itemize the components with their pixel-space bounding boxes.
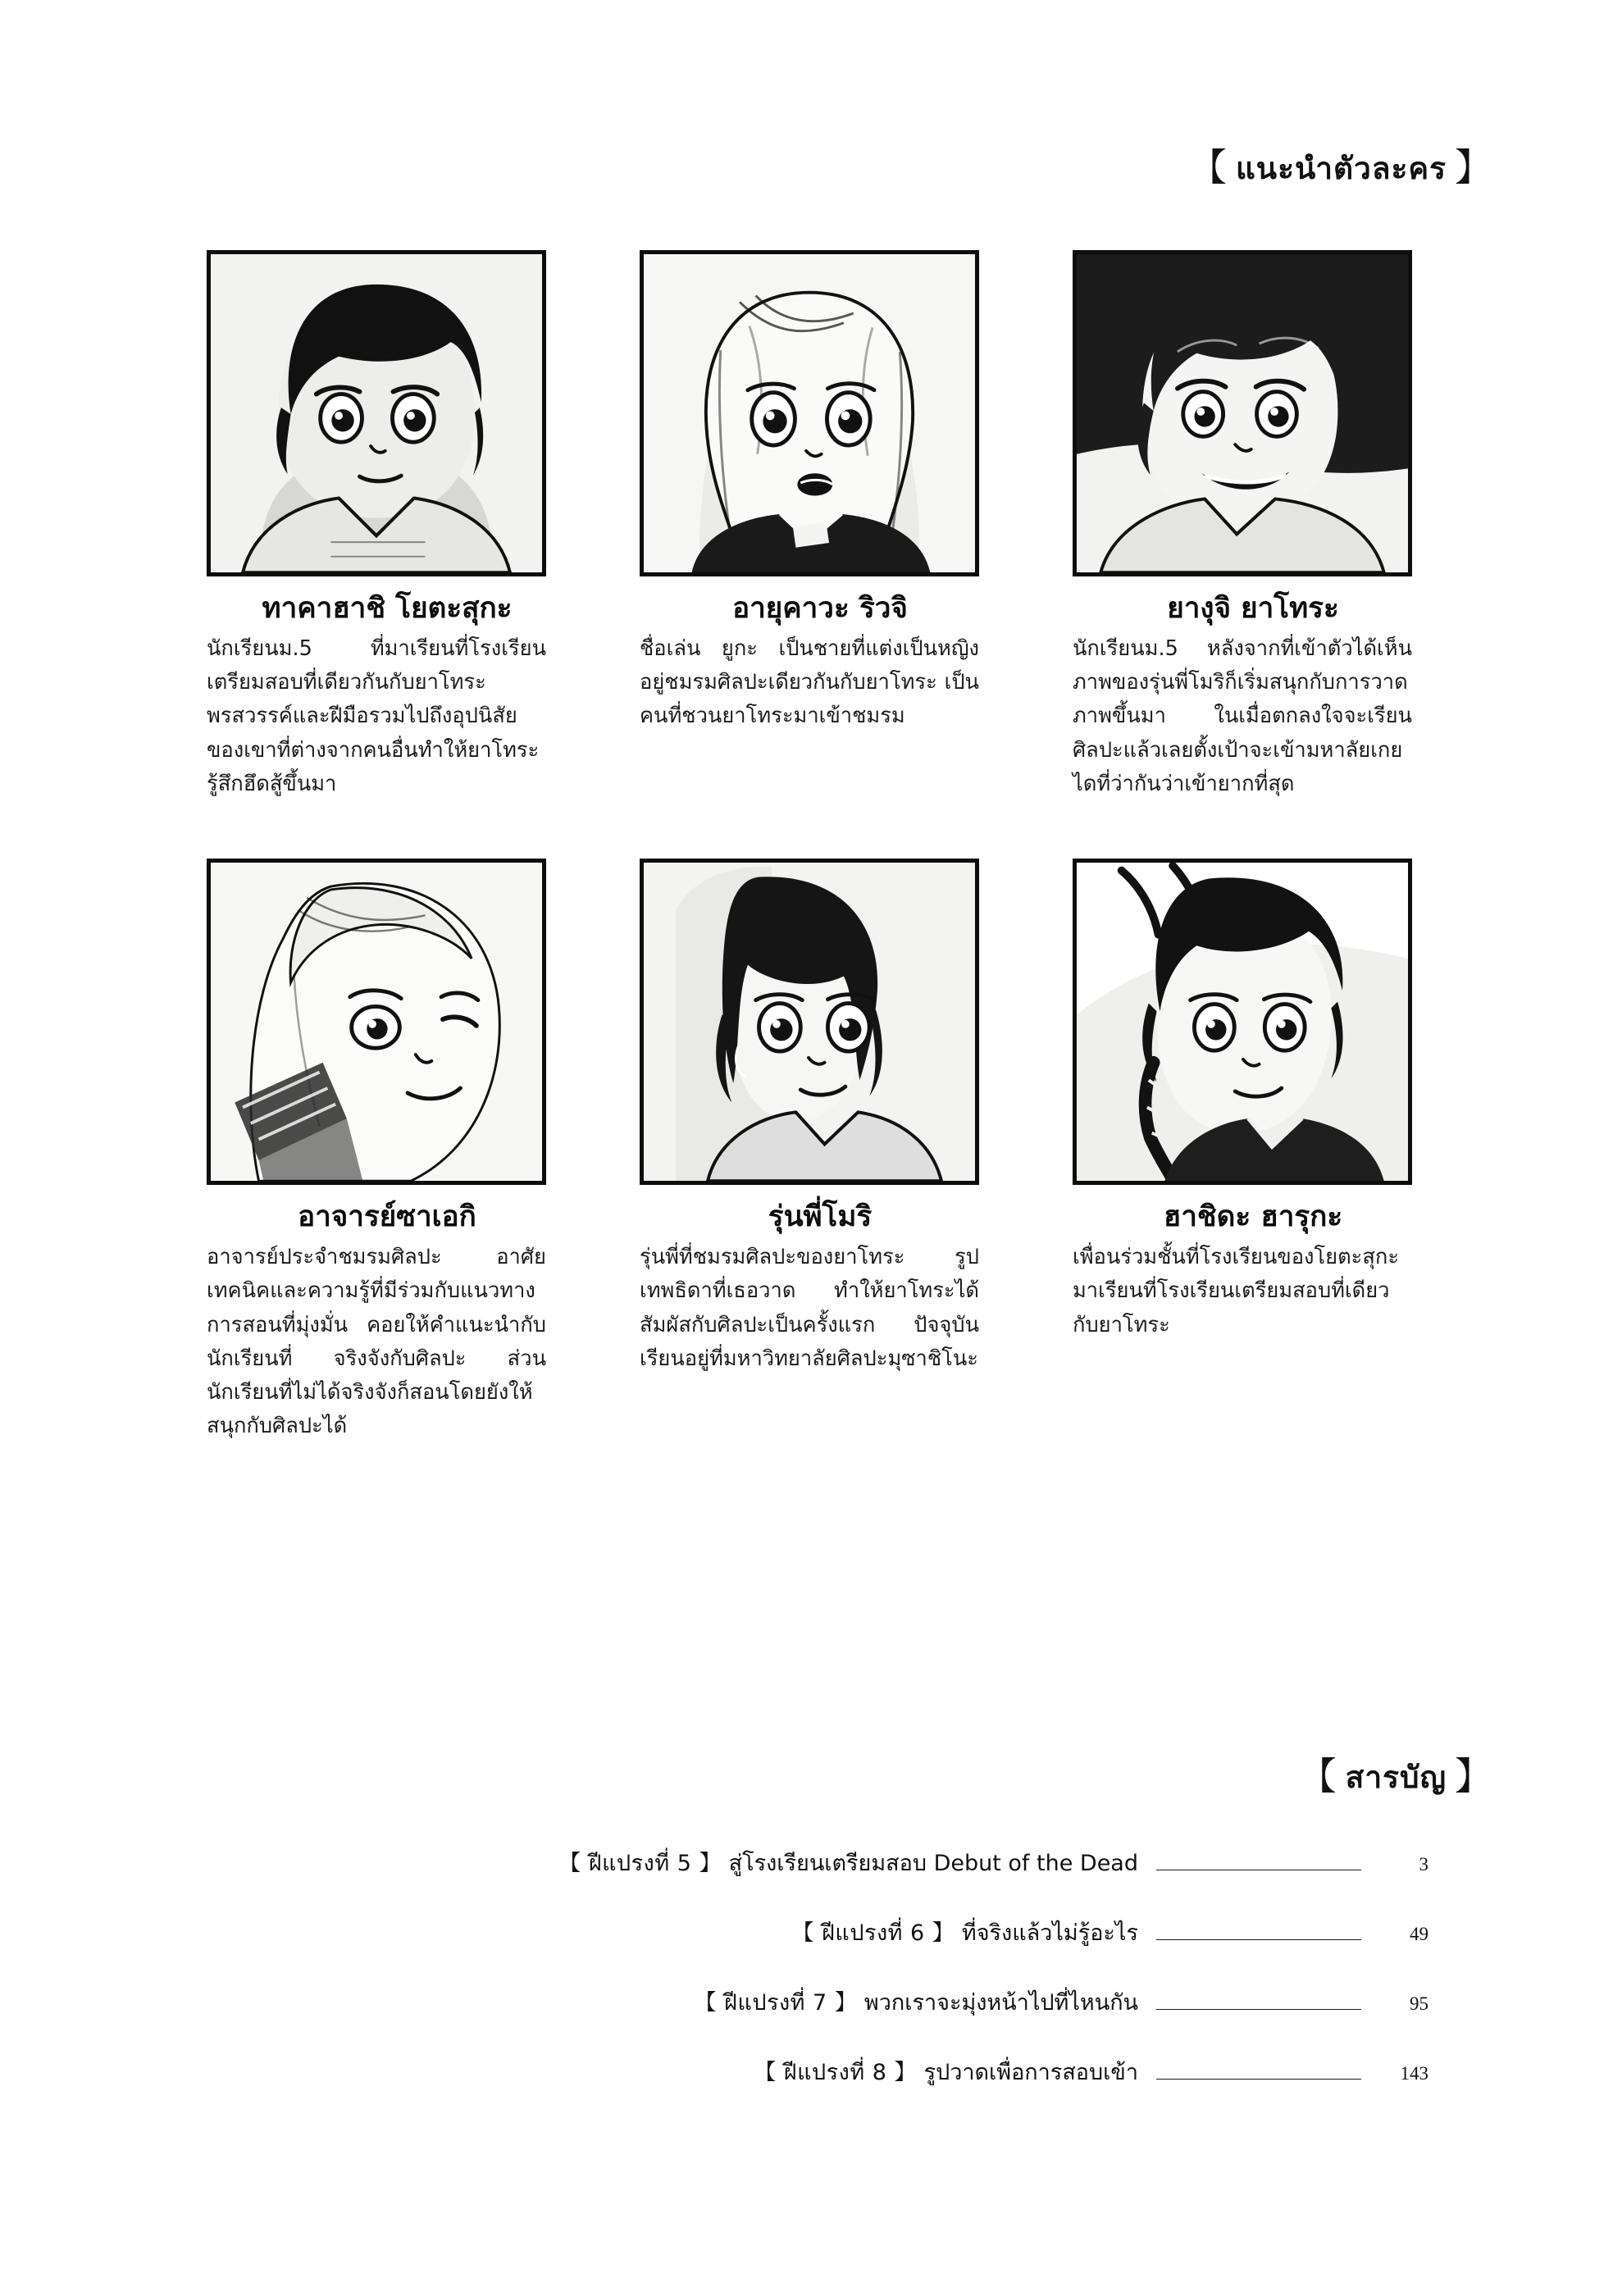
character-description: นักเรียนม.5 ที่มาเรียนที่โรงเรียนเตรียมสอบที่เดียวกันกับยาโทระ พรสวรรค์และฝีมือรวมไปถึงอุปนิสัยของเขาที่ต่างจากคนอื่นทำให้ยาโทระรู้สึกฮึดสู้ขึ้นมา — [207, 636, 546, 796]
character-name: ยางุจิ ยาโทระ — [1167, 592, 1339, 625]
character-card — [1073, 859, 1433, 1444]
female-teacher-portrait — [207, 859, 546, 1185]
toc-entry[interactable] — [207, 1845, 1428, 1880]
toc-entry-title — [558, 1845, 1138, 1880]
toc-leader-line — [1156, 2079, 1361, 2080]
character-description: เพื่อนร่วมชั้นที่โรงเรียนของโยตะสุกะ มาเรียนที่โรงเรียนเตรียมสอบที่เดียวกับยาโทระ — [1073, 1244, 1400, 1337]
toc-entry[interactable] — [207, 1915, 1428, 1950]
toc-chapter-label: 【 ฝีแปรงที่ 8 】 — [754, 2060, 917, 2085]
toc-entry-title — [754, 2054, 1138, 2089]
character-card — [207, 250, 567, 801]
toc-page-number: 95 — [1410, 1993, 1428, 2014]
toc-entry[interactable] — [207, 2054, 1428, 2089]
braided-hair-boy-portrait — [1073, 859, 1412, 1185]
toc-chapter-label: 【 ฝีแปรงที่ 5 】 — [558, 1851, 722, 1876]
toc-entry-title — [792, 1915, 1138, 1950]
smiling-blond-boy-portrait — [1073, 250, 1412, 576]
bracket-left-icon: 【 — [1188, 145, 1228, 189]
boy-black-hair-portrait — [207, 250, 546, 576]
toc-chapter-label: 【 ฝีแปรงที่ 6 】 — [791, 1920, 955, 1946]
toc-page-number: 3 — [1419, 1854, 1428, 1875]
character-name: ทาคาฮาชิ โยตะสุกะ — [262, 592, 513, 625]
character-card — [640, 250, 1000, 801]
characters-section-heading — [1181, 138, 1501, 193]
toc-title-label: รูปวาดเพื่อการสอบเข้า — [923, 2060, 1138, 2085]
toc-title-label: พวกเราจะมุ่งหน้าไปที่ไหนกัน — [863, 1990, 1138, 2016]
bob-hair-senior-portrait — [640, 859, 979, 1185]
bracket-left-icon: 【 — [1298, 1754, 1337, 1798]
toc-leader-line — [1156, 1939, 1361, 1940]
bracket-right-icon: 】 — [1455, 1754, 1493, 1798]
contents-section-heading — [1291, 1747, 1501, 1802]
table-of-contents — [207, 1845, 1428, 2124]
toc-title-label: สู่โรงเรียนเตรียมสอบ Debut of the Dead — [728, 1851, 1138, 1876]
character-name: รุ่นพี่โมริ — [768, 1200, 873, 1234]
character-name: อายุคาวะ ริวจิ — [732, 592, 908, 625]
toc-page-number: 49 — [1410, 1924, 1428, 1944]
bracket-right-icon: 】 — [1455, 145, 1493, 189]
toc-page-number: 143 — [1400, 2063, 1428, 2084]
toc-chapter-label: 【 ฝีแปรงที่ 7 】 — [694, 1990, 858, 2016]
character-name: อาจารย์ซาเอกิ — [298, 1200, 476, 1234]
character-card — [1073, 250, 1433, 801]
toc-entry-title — [695, 1984, 1138, 2020]
toc-leader-line — [1156, 2009, 1361, 2010]
long-hair-character-portrait — [640, 250, 979, 576]
character-grid — [207, 250, 1420, 1444]
character-description: นักเรียนม.5 หลังจากที่เข้าตัวได้เห็นภาพของรุ่นพี่โมริก็เริ่มสนุกกับการวาดภาพขึ้นมา ในเมื่อตกลงใจจะเรียนศิลปะแล้วเลยตั้งเป้าจะเข้ามหาลัยเกยไดที่ว่ากันว่าเข้ายากที่สุด — [1073, 636, 1412, 796]
character-name: ฮาชิดะ ฮารุกะ — [1163, 1200, 1343, 1234]
character-description: อาจารย์ประจำชมรมศิลปะ อาศัยเทคนิคและความรู้ที่มีร่วมกับแนวทางการสอนที่มุ่งมั่น คอยให้คำแนะนำกับนักเรียนที่ จริงจังกับศิลปะ ส่วนนักเรียนที่ไม่ได้จริงจังก็สอนโดยยังให้สนุกกับศิลปะได้ — [207, 1244, 546, 1439]
contents-heading-label: สารบัญ — [1345, 1760, 1447, 1795]
toc-title-label: ที่จริงแล้วไม่รู้อะไร — [961, 1920, 1138, 1946]
character-card — [640, 859, 1000, 1444]
character-card — [207, 859, 567, 1444]
characters-heading-label: แนะนำตัวละคร — [1235, 151, 1447, 186]
character-description: รุ่นพี่ที่ชมรมศิลปะของยาโทระ รูปเทพธิดาที่เธอวาด ทำให้ยาโทระได้สัมผัสกับศิลปะเป็นครั้งแรก ปัจจุบันเรียนอยู่ที่มหาวิทยาลัยศิลปะมุซาชิโนะ — [640, 1244, 979, 1371]
toc-entry[interactable] — [207, 1984, 1428, 2020]
character-description: ชื่อเล่น ยูกะ เป็นชายที่แต่งเป็นหญิง อยู่ชมรมศิลปะเดียวกันกับยาโทระ เป็นคนที่ชวนยาโทระมาเข้าชมรม — [640, 636, 979, 729]
